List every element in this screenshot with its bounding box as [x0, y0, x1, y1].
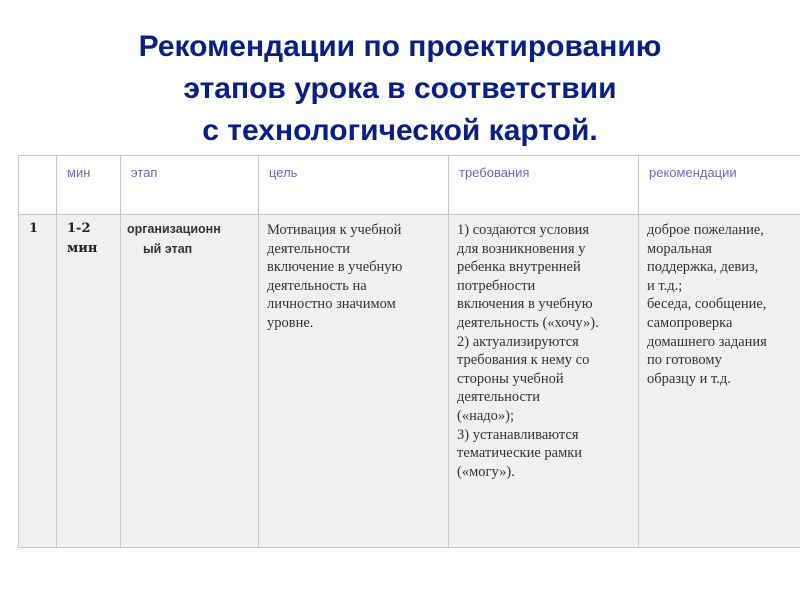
recommendations-text: доброе пожелание, моральная поддержка, девиз, и т.д.; беседа, сообщение, самопроверка домашнего задания по готовому образцу и т.д.: [647, 222, 767, 387]
title-line-3: с технологической картой.: [202, 114, 598, 147]
requirements-text: 1) создаются условия для возникновения у ребенка внутренней потребности включения в учебную деятельность («хочу»). 2) актуализируются требования к нему со стороны учебной деятельности («надо»); 3) устанавливаются тематические рамки («могу»).: [457, 222, 599, 480]
header-cell-number: [19, 156, 57, 215]
title-line-1: Рекомендации по проектированию: [138, 30, 662, 63]
table-header-row: [19, 156, 800, 215]
minutes-text: 1-2 мин: [67, 221, 98, 256]
page-title: [60, 26, 740, 152]
goal-text: Мотивация к учебной деятельности включение в учебную деятельность на личностно значимом уровне.: [267, 222, 403, 331]
cell-number: [19, 215, 57, 548]
cell-minutes: [57, 215, 121, 548]
cell-requirements: [449, 215, 639, 548]
lesson-plan-table: [18, 155, 800, 548]
header-cell-stage: этап: [121, 156, 259, 215]
header-cell-goal: цель: [259, 156, 449, 215]
header-cell-recommendations: рекомендации: [639, 156, 800, 215]
title-line-2: этапов урока в соответствии: [183, 72, 617, 105]
stage-text: организационн ый этап: [127, 222, 221, 256]
cell-goal: [259, 215, 449, 548]
header-cell-minutes: мин: [57, 156, 121, 215]
header-cell-requirements: требования: [449, 156, 639, 215]
row-number: 1: [29, 221, 39, 236]
cell-stage: [121, 215, 259, 548]
table-row: [19, 215, 800, 548]
cell-recommendations: [639, 215, 800, 548]
